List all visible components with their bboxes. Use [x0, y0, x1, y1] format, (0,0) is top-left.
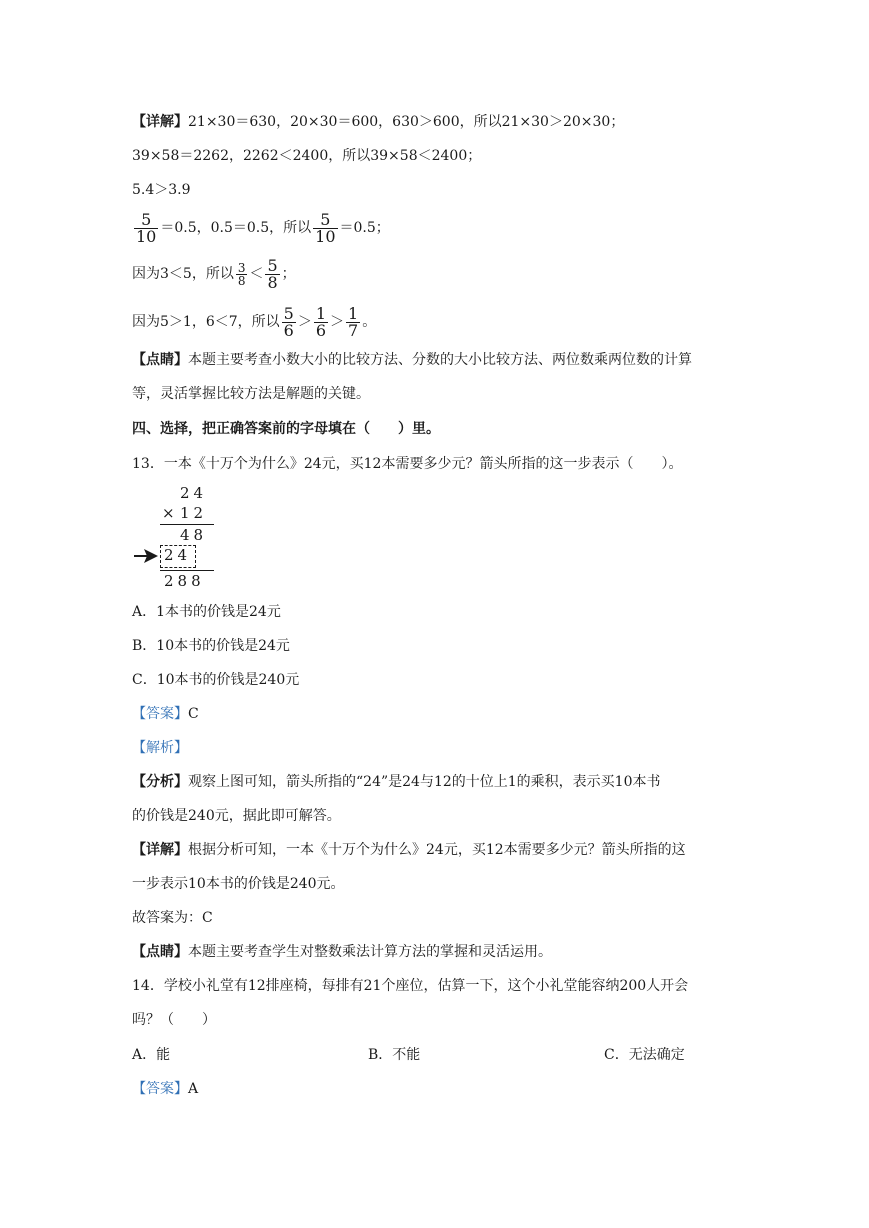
numerator: 5 [267, 255, 278, 275]
calc-times-sign: × [162, 504, 179, 522]
denominator: 10 [315, 226, 336, 246]
question-14-stem-1: 14．学校小礼堂有12排座椅，每排有21个座位，估算一下，这个小礼堂能容纳200人开会 [132, 978, 689, 994]
fraction [313, 209, 337, 246]
option-b: B．10本书的价钱是24元 [132, 638, 290, 654]
denominator: 6 [283, 320, 294, 340]
numerator: 5 [320, 209, 331, 229]
fraction [265, 255, 279, 292]
analysis-tag: 【解析】 [132, 740, 188, 756]
denominator: 7 [348, 320, 359, 340]
calc-partial-2: 24 [164, 546, 192, 564]
answer-value: C [188, 706, 199, 722]
option-c: C．10本书的价钱是240元 [132, 672, 300, 688]
detail-tag: 【详解】 [132, 114, 188, 130]
text: ＝0.5，0.5＝0.5，所以 [160, 220, 312, 236]
section-heading: 四、选择，把正确答案前的字母填在（ ）里。 [132, 421, 440, 437]
detail-13-line-1 [132, 840, 686, 860]
numerator: 3 [237, 260, 246, 275]
comment-13 [132, 942, 552, 962]
text: 因为5＞1，6＜7，所以 [132, 314, 280, 330]
text: 因为3＜5，所以 [132, 266, 234, 282]
operator: ＞ [297, 314, 312, 330]
numerator: 1 [348, 303, 359, 323]
answer-line [132, 1079, 198, 1099]
comment-text: 本题主要考查小数大小的比较方法、分数的大小比较方法、两位数乘两位数的计算 [188, 352, 692, 368]
answer-tag: 【答案】 [132, 1081, 188, 1097]
operator: ＜ [249, 266, 264, 282]
option-a: A．能 [132, 1047, 171, 1063]
option-a: A．1本书的价钱是24元 [132, 604, 281, 620]
numerator: 5 [141, 209, 152, 229]
analysis-text: 观察上图可知，箭头所指的“24”是24与12的十位上1的乘积，表示买10本书 [188, 774, 661, 790]
calc-rule-2 [160, 570, 214, 571]
analysis-subtag: 【分析】 [132, 774, 188, 790]
calc-partial-1: 48 [180, 526, 208, 544]
comment-tag: 【点睛】 [132, 944, 188, 960]
text: 。 [362, 314, 377, 330]
calc-multiplier: 12 [180, 504, 208, 522]
comment-line-1 [132, 350, 692, 370]
comment-text: 本题主要考查学生对整数乘法计算方法的掌握和灵活运用。 [188, 944, 552, 960]
fraction [236, 262, 248, 287]
calc-multiplicand: 24 [180, 484, 208, 502]
operator: ＞ [330, 314, 345, 330]
comment-tag: 【点睛】 [132, 352, 188, 368]
detail-text: 21×30＝630，20×30＝600，630＞600，所以21×30＞20×30； [188, 114, 625, 130]
fraction [134, 209, 158, 246]
arrow-icon [132, 544, 162, 568]
question-13-stem: 13．一本《十万个为什么》24元，买12本需要多少元？箭头所指的这一步表示（ ）。 [132, 456, 683, 472]
numerator: 1 [315, 303, 327, 323]
text: ＝0.5； [339, 220, 390, 236]
answer-line [132, 704, 199, 724]
option-c: C．无法确定 [604, 1047, 685, 1063]
answer-tag: 【答案】 [132, 706, 188, 722]
detail-line-6 [132, 302, 376, 342]
denominator: 6 [315, 320, 327, 340]
fraction [282, 303, 296, 340]
denominator: 8 [267, 272, 278, 292]
detail-tag: 【详解】 [132, 842, 188, 858]
comment-line-2: 等，灵活掌握比较方法是解题的关键。 [132, 386, 370, 402]
calc-rule-1 [160, 524, 214, 525]
detail-line-3: 5.4＞3.9 [132, 182, 191, 198]
denominator: 8 [237, 273, 246, 288]
detail-line-4 [132, 210, 390, 246]
calc-result: 288 [164, 572, 205, 590]
final-answer: 故答案为：C [132, 910, 213, 926]
question-14-stem-2: 吗？（ ） [132, 1012, 216, 1028]
denominator: 10 [136, 226, 157, 246]
numerator: 5 [283, 303, 294, 323]
fraction [314, 303, 328, 340]
option-b: B．不能 [368, 1047, 421, 1063]
analysis-line-2: 的价钱是240元，据此即可解答。 [132, 808, 341, 824]
text: ； [281, 266, 296, 282]
detail-line-1 [132, 112, 624, 132]
detail-line-2: 39×58＝2262，2262＜2400，所以39×58＜2400； [132, 148, 482, 164]
detail-line-5 [132, 256, 296, 292]
detail-13-line-2: 一步表示10本书的价钱是240元。 [132, 876, 345, 892]
fraction [346, 303, 360, 340]
analysis-line-1 [132, 772, 660, 792]
answer-value: A [188, 1081, 199, 1097]
vertical-multiplication [132, 484, 232, 594]
detail-text: 根据分析可知，一本《十万个为什么》24元，买12本需要多少元？箭头所指的这 [188, 842, 686, 858]
